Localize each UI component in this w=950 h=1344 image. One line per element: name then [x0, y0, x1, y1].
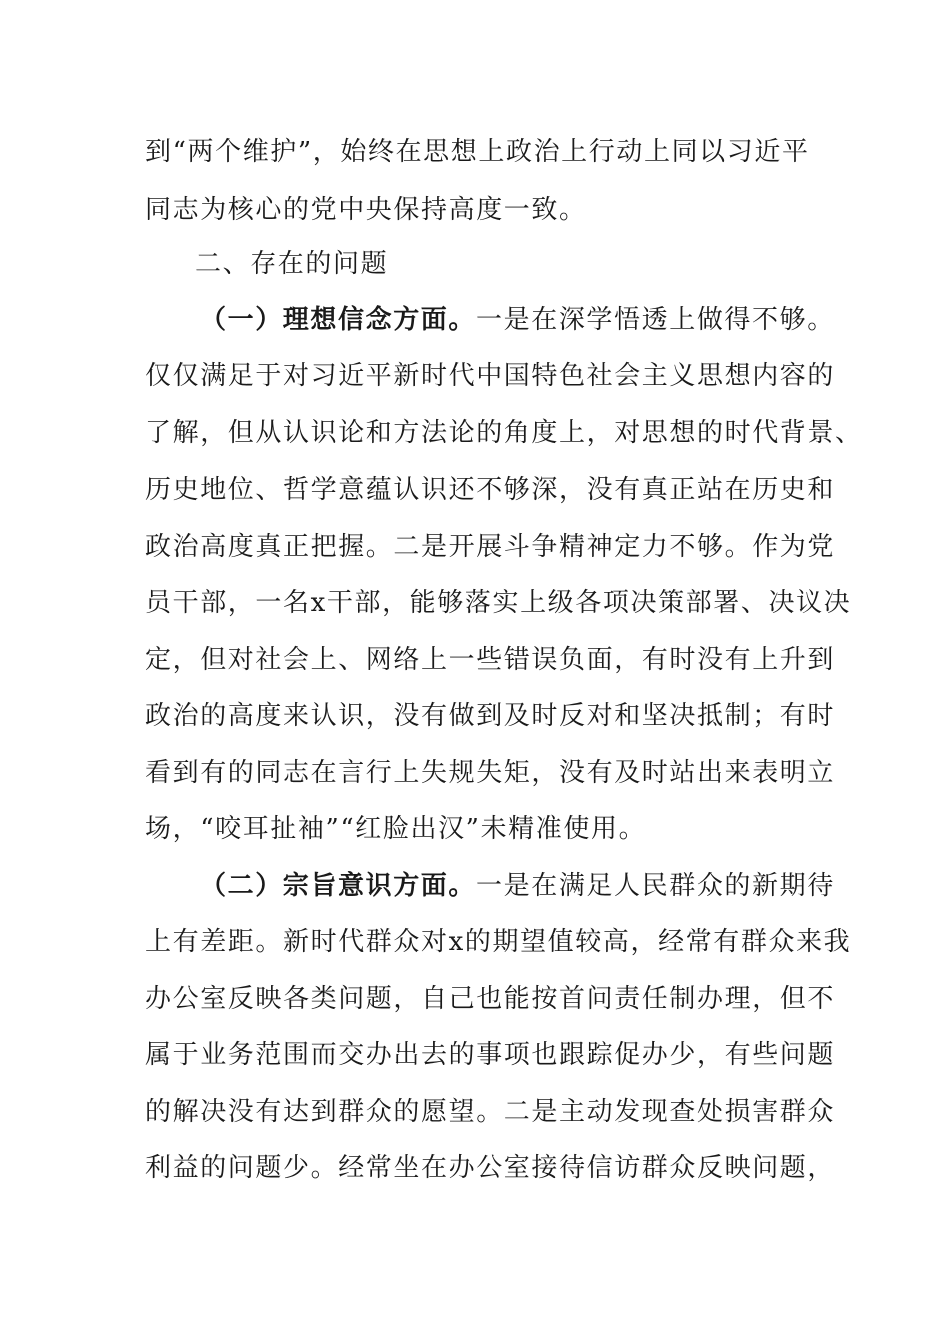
subheading: （一）理想信念方面。: [200, 305, 477, 335]
paragraph-first-line: [200, 856, 880, 916]
text-line: 看到有的同志在言行上失规失矩，没有及时站出来表明立: [145, 758, 836, 788]
text-line: 一是在深学悟透上做得不够。: [476, 305, 835, 335]
text-line: 利益的问题少。经常坐在办公室接待信访群众反映问题，: [145, 1153, 836, 1183]
text-line: 到“两个维护”，始终在思想上政治上行动上同以习近平: [145, 137, 810, 167]
text-line: 仅仅满足于对习近平新时代中国特色社会主义思想内容的: [145, 361, 836, 391]
text-line: 属于业务范围而交办出去的事项也跟踪促办少，有些问题: [145, 1040, 836, 1070]
paragraph-first-line: [200, 290, 880, 350]
subheading: （二）宗旨意识方面。: [200, 871, 477, 901]
text-line: 场，“咬耳扯袖”“红脸出汉”未精准使用。: [145, 814, 647, 844]
text-line: 定，但对社会上、网络上一些错误负面，有时没有上升到: [145, 645, 836, 675]
section-heading: 二、存在的问题: [195, 249, 389, 279]
text-line: 办公室反映各类问题，自己也能按首问责任制办理，但不: [145, 984, 836, 1014]
text-line: 同志为核心的党中央保持高度一致。: [145, 195, 587, 225]
text-line: 员干部，一名x干部，能够落实上级各项决策部署、决议决: [145, 588, 852, 618]
text-line: 一是在满足人民群众的新期待: [476, 871, 835, 901]
text-line: 的解决没有达到群众的愿望。二是主动发现查处损害群众: [145, 1097, 836, 1127]
text-line: 政治高度真正把握。二是开展斗争精神定力不够。作为党: [145, 532, 836, 562]
text-line: 政治的高度来认识，没有做到及时反对和坚决抵制；有时: [145, 701, 836, 731]
text-line: 了解，但从认识论和方法论的角度上，对思想的时代背景、: [145, 418, 863, 448]
text-line: 历史地位、哲学意蕴认识还不够深，没有真正站在历史和: [145, 475, 836, 505]
text-line: 上有差距。新时代群众对x的期望值较高，经常有群众来我: [145, 927, 852, 957]
